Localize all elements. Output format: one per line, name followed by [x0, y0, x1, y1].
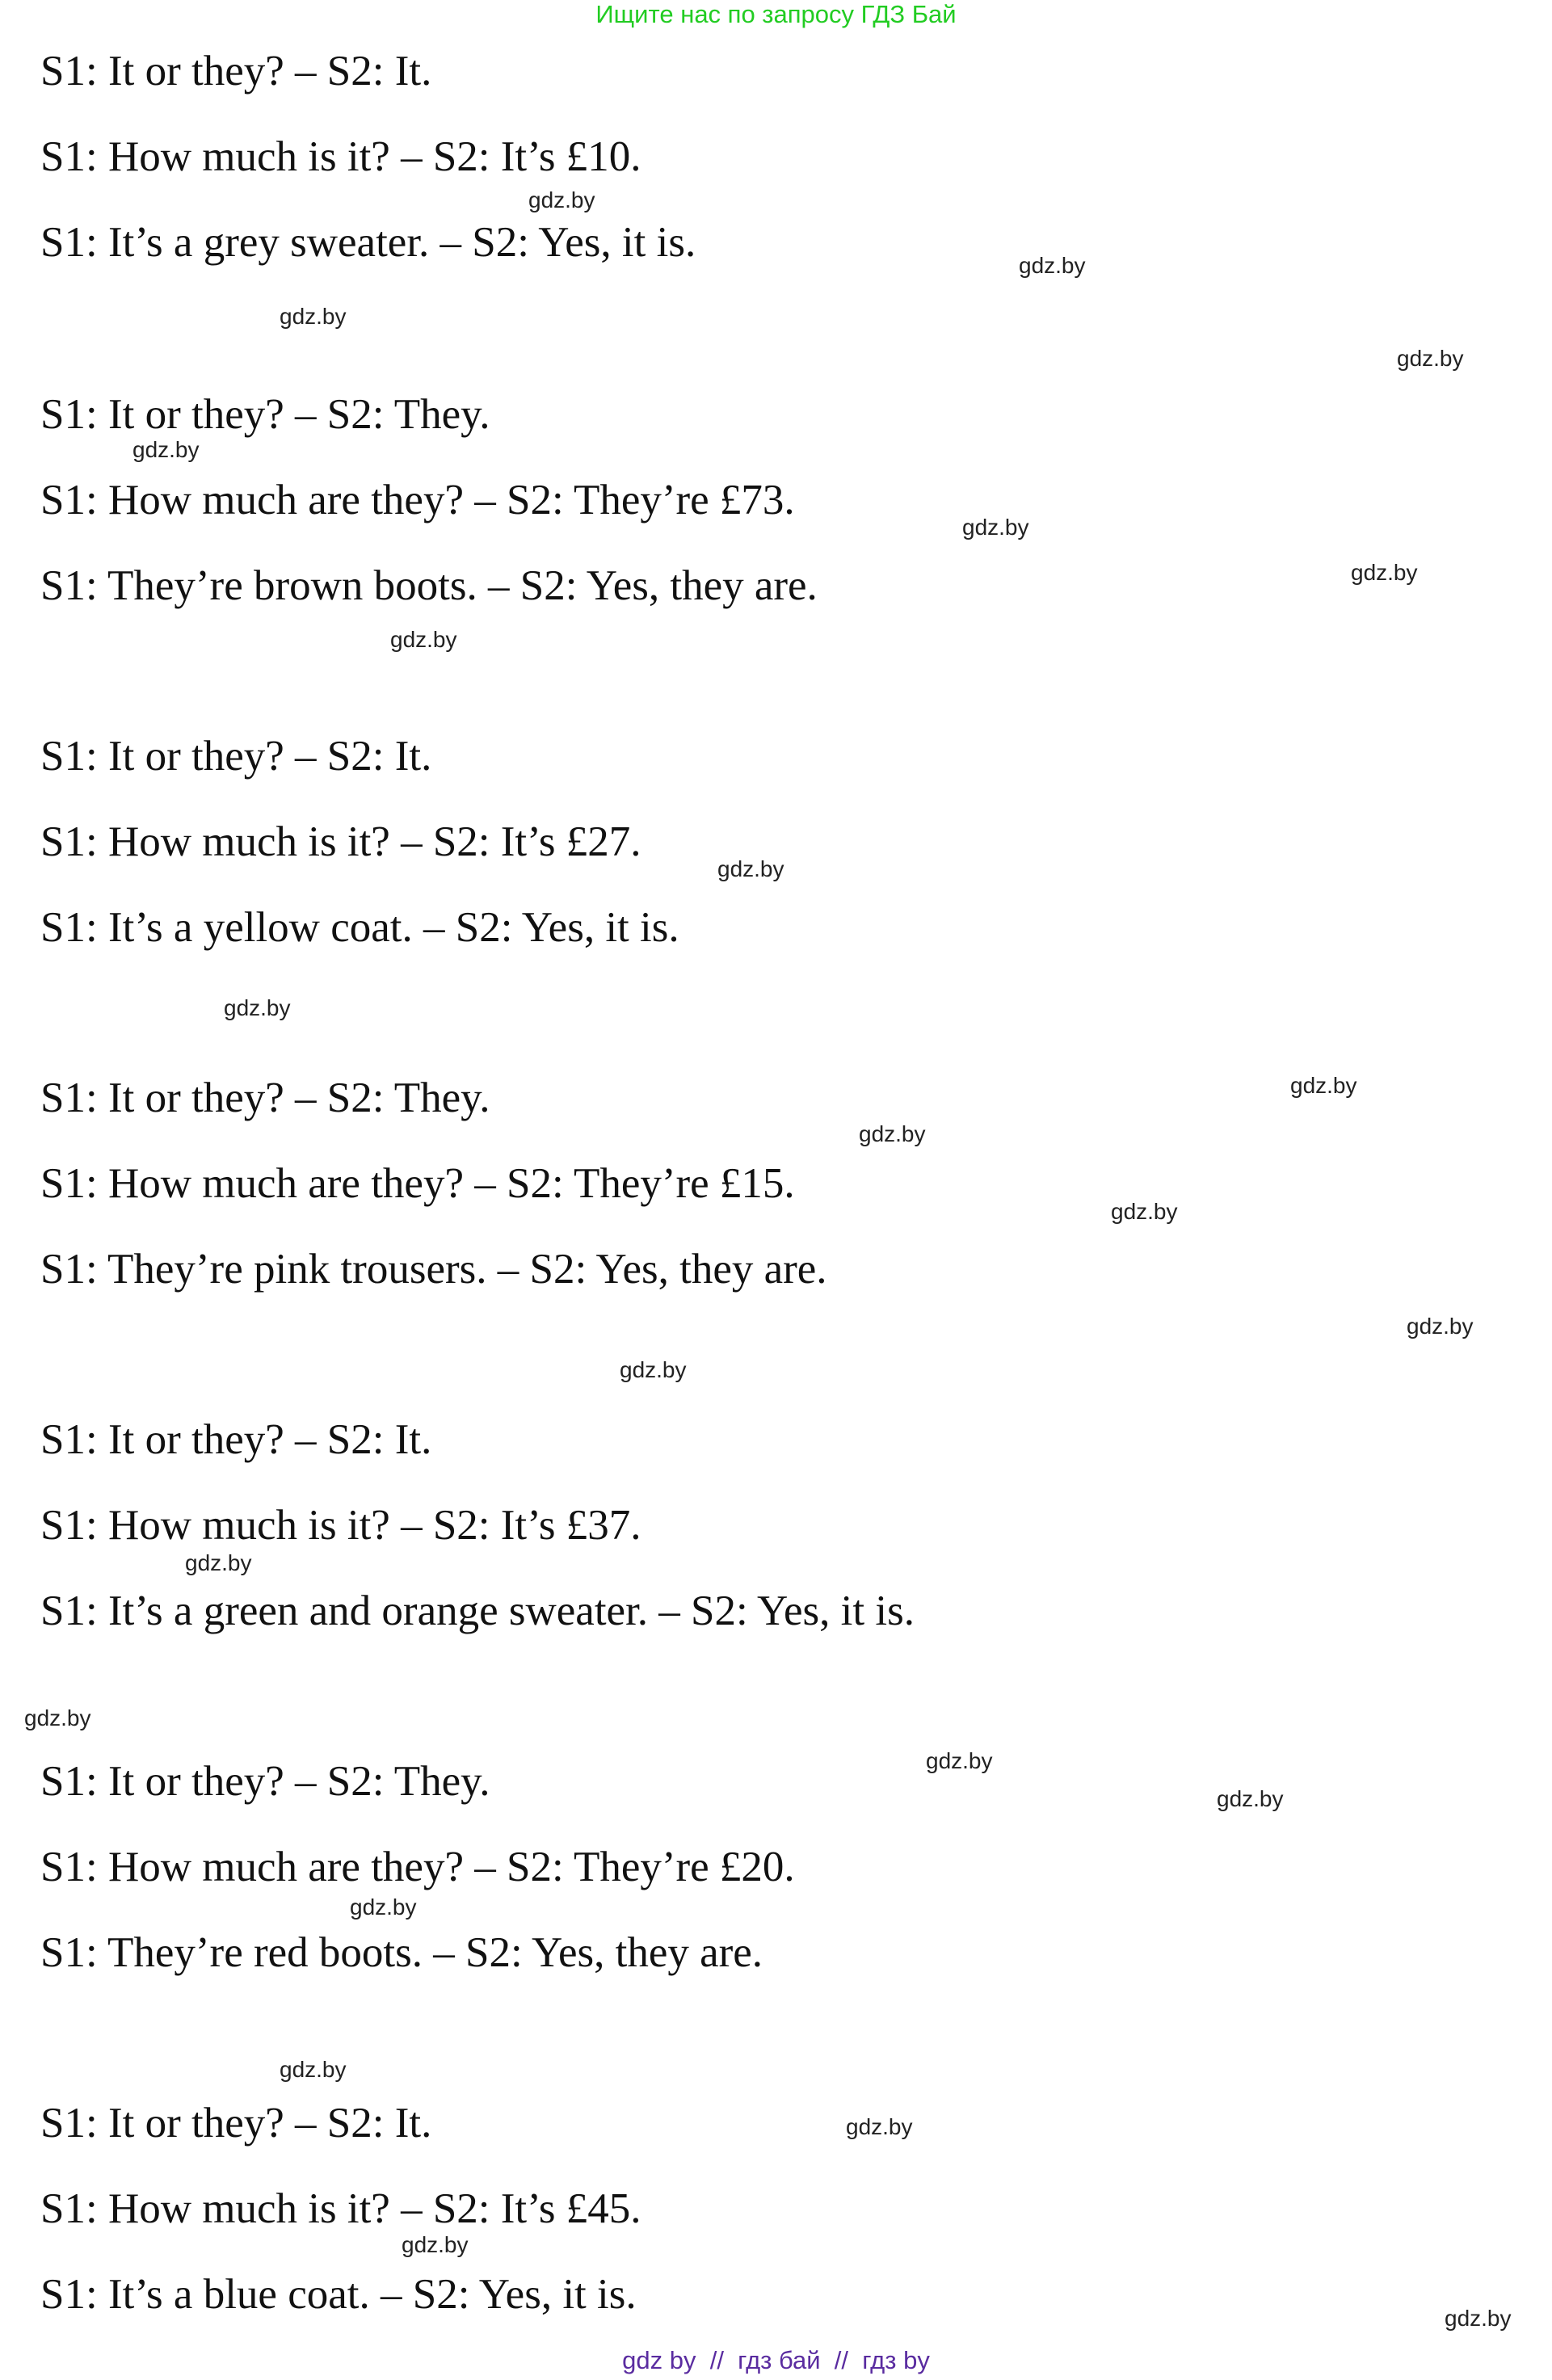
dialogue-1-line-3: S1: It’s a grey sweater. – S2: Yes, it is. [40, 219, 696, 266]
watermark: gdz.by [280, 304, 347, 329]
dialogue-2-line-3: S1: They’re brown boots. – S2: Yes, they are. [40, 562, 818, 609]
watermark: gdz.by [1019, 253, 1086, 278]
dialogue-3-line-2: S1: How much is it? – S2: It’s £27. [40, 818, 641, 865]
watermark: gdz.by [280, 2057, 347, 2082]
watermark: gdz.by [1217, 1786, 1284, 1811]
dialogue-2-line-1: S1: It or they? – S2: They. [40, 391, 490, 438]
watermark: gdz.by [1351, 560, 1418, 585]
watermark: gdz.by [1397, 346, 1464, 371]
dialogue-4-line-3: S1: They’re pink trousers. – S2: Yes, they are. [40, 1246, 827, 1293]
watermark: gdz.by [132, 437, 200, 462]
dialogue-4-line-2: S1: How much are they? – S2: They’re £15. [40, 1160, 795, 1207]
watermark: gdz.by [390, 627, 457, 652]
watermark: gdz.by [717, 856, 784, 881]
watermark: gdz.by [1290, 1073, 1357, 1098]
watermark: gdz.by [1407, 1314, 1474, 1339]
watermark: gdz.by [224, 995, 291, 1020]
watermark: gdz.by [1111, 1199, 1178, 1224]
watermark: gdz.by [846, 2114, 913, 2139]
watermark: gdz.by [402, 2232, 469, 2257]
dialogue-6-line-3: S1: They’re red boots. – S2: Yes, they are. [40, 1929, 763, 1976]
dialogue-3-line-1: S1: It or they? – S2: It. [40, 733, 432, 780]
dialogue-1-line-2: S1: How much is it? – S2: It’s £10. [40, 133, 641, 180]
dialogue-7-line-3: S1: It’s a blue coat. – S2: Yes, it is. [40, 2271, 637, 2318]
dialogue-5-line-3: S1: It’s a green and orange sweater. – S2: Yes, it is. [40, 1587, 915, 1634]
dialogue-6-line-1: S1: It or they? – S2: They. [40, 1758, 490, 1805]
dialogue-3-line-3: S1: It’s a yellow coat. – S2: Yes, it is. [40, 904, 679, 951]
watermark: gdz.by [962, 515, 1029, 540]
watermark: gdz.by [185, 1550, 252, 1575]
header-banner[interactable]: Ищите нас по запросу ГДЗ Бай [595, 0, 957, 28]
dialogue-5-line-2: S1: How much is it? – S2: It’s £37. [40, 1502, 641, 1549]
dialogue-7-line-2: S1: How much is it? – S2: It’s £45. [40, 2185, 641, 2232]
dialogue-2-line-2: S1: How much are they? – S2: They’re £73. [40, 477, 795, 524]
dialogue-1-line-1: S1: It or they? – S2: It. [40, 48, 432, 95]
watermark: gdz.by [620, 1357, 687, 1382]
dialogue-7-line-1: S1: It or they? – S2: It. [40, 2100, 432, 2147]
watermark: gdz.by [859, 1121, 926, 1146]
dialogue-6-line-2: S1: How much are they? – S2: They’re £20. [40, 1844, 795, 1890]
watermark: gdz.by [926, 1748, 993, 1773]
dialogue-5-line-1: S1: It or they? – S2: It. [40, 1416, 432, 1463]
watermark: gdz.by [24, 1705, 91, 1730]
footer-links[interactable]: gdz by // гдз бай // гдз by [622, 2346, 930, 2374]
dialogue-4-line-1: S1: It or they? – S2: They. [40, 1074, 490, 1121]
watermark: gdz.by [528, 187, 595, 212]
watermark: gdz.by [1445, 2306, 1512, 2331]
watermark: gdz.by [350, 1894, 417, 1920]
